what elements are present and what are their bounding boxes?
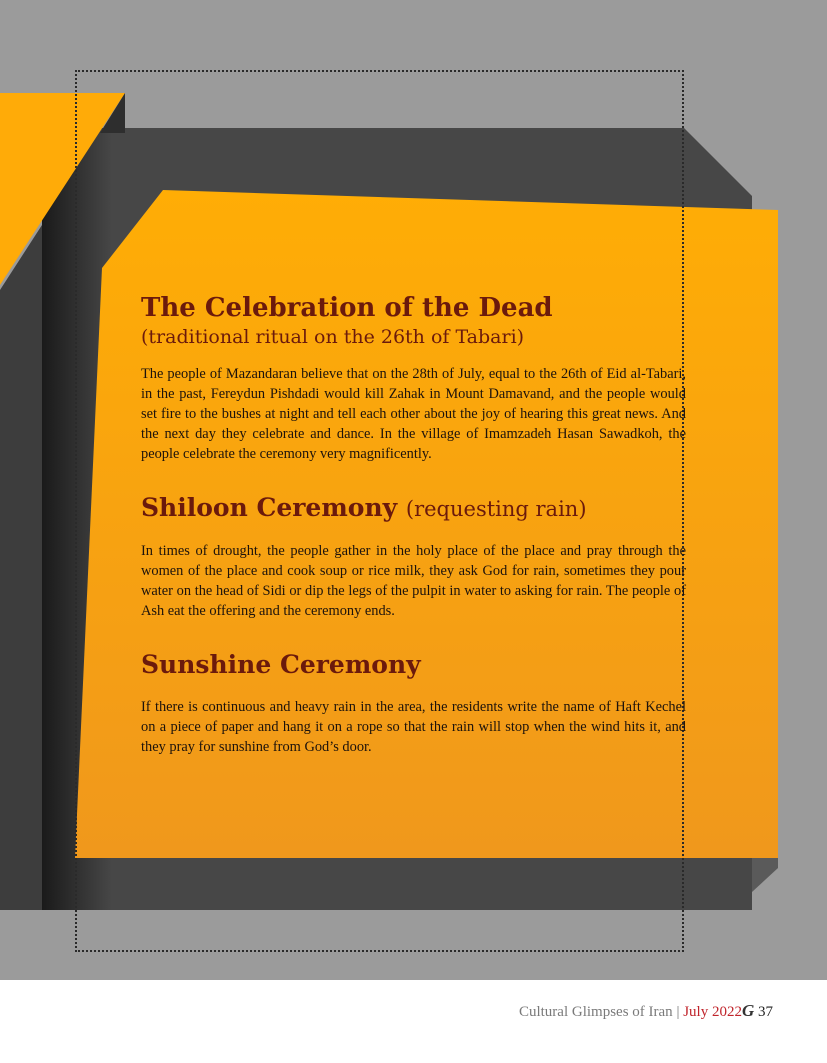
article-title: The Celebration of the Dead — [141, 293, 553, 323]
footer-logo: G — [741, 1001, 755, 1020]
page-number: 37 — [758, 1004, 773, 1020]
section-heading-shiloon-title: Shiloon Ceremony — [141, 493, 398, 522]
page-footer — [519, 1001, 773, 1021]
section-heading-shiloon-paren: (requesting rain) — [405, 497, 587, 521]
footer-separator: | — [676, 1004, 680, 1020]
footer-date: July 2022 — [683, 1004, 742, 1020]
paragraph-sunshine: If there is continuous and heavy rain in the area, the residents write the name of Haft Kechel on a piece of paper and hang it on a rope so that the rain will stop when the wind hits it, and they pray for sunshine from God’s door. — [141, 699, 686, 755]
card-shadow — [752, 858, 778, 892]
article-content — [141, 292, 686, 757]
paragraph-shiloon: In times of drought, the people gather in the holy place of the place and pray through the women of the place and cook soup or rice milk, they ask God for rain, sometimes they pour water on the head of Sidi or dip the legs of the pulpit in water to asking for rain. The people of Ash eat the offering and the ceremony ends. — [141, 543, 686, 619]
article-subtitle: (traditional ritual on the 26th of Tabari) — [141, 326, 525, 348]
section-heading-shiloon — [141, 492, 686, 525]
paragraph-celebration: The people of Mazandaran believe that on the 28th of July, equal to the 26th of Eid al-Tabari, in the past, Fereydun Pishdadi would kill Zahak in Mount Damavand, and the people would set fire to the bushes at night and tell each other about the joy of hearing this great news. And the next day they celebrate and dance. In the village of Imamzadeh Hasan Sawadkoh, the people celebrate the ceremony very magnificently. — [141, 366, 686, 462]
section-heading-sunshine: Sunshine Ceremony — [141, 650, 421, 679]
left-dark-wedge — [0, 225, 42, 910]
footer-magazine-name: Cultural Glimpses of Iran — [518, 1004, 673, 1020]
